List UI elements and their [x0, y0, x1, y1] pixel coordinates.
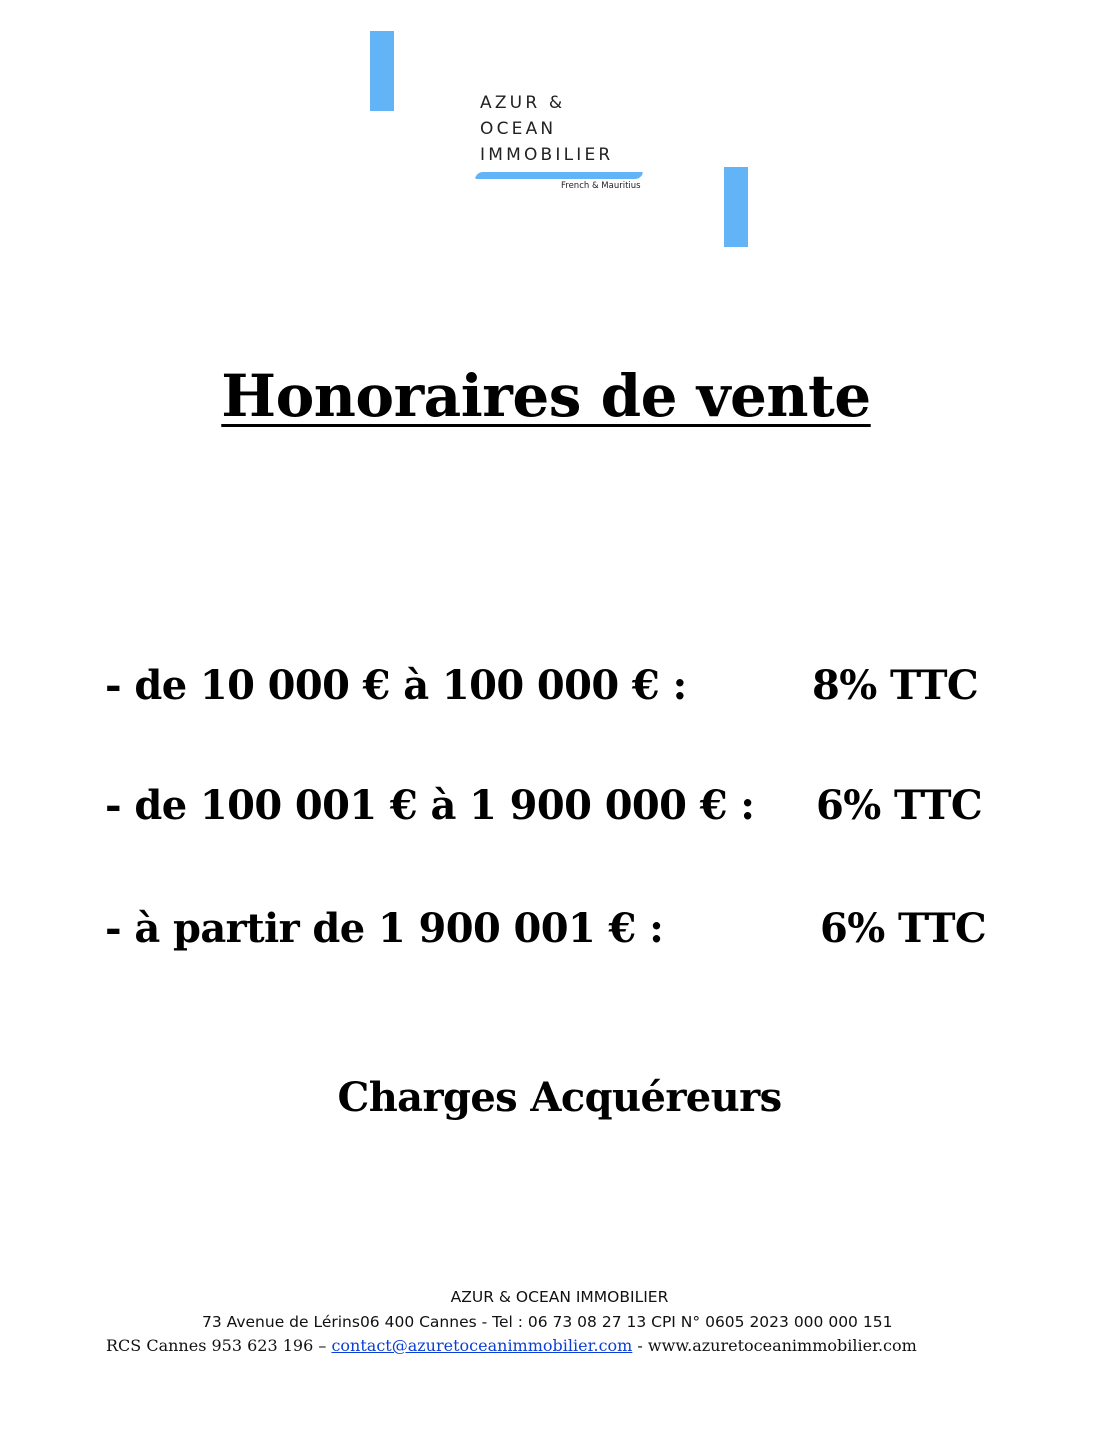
- decorative-blue-bar-left: [370, 31, 394, 111]
- logo-swoosh: [475, 172, 644, 179]
- fee-rate: 6% TTC: [816, 782, 983, 829]
- footer-email-link[interactable]: contact@azuretoceanimmobilier.com: [331, 1336, 633, 1355]
- footer-rcs: RCS Cannes 953 623 196 –: [106, 1336, 332, 1355]
- footer-contact: [106, 1335, 917, 1357]
- fee-range: - à partir de 1 900 001 € :: [105, 905, 664, 952]
- footer-company: AZUR & OCEAN IMMOBILIER: [450, 1288, 669, 1306]
- footer-website: www.azuretoceanimmobilier.com: [647, 1336, 917, 1355]
- fee-range: - de 10 000 € à 100 000 € :: [105, 662, 687, 709]
- logo-line-1: AZUR &: [480, 93, 566, 113]
- footer-separator: -: [632, 1336, 648, 1355]
- footer-address: 73 Avenue de Lérins06 400 Cannes - Tel : 06 73 08 27 13 CPI N° 0605 2023 000 000 151: [202, 1313, 893, 1331]
- logo-line-3: IMMOBILIER: [480, 145, 614, 165]
- company-logo: [480, 90, 650, 191]
- fee-rate: 8% TTC: [812, 662, 979, 709]
- page-title: Honoraires de vente: [221, 362, 871, 430]
- fee-rate: 6% TTC: [820, 905, 987, 952]
- logo-tagline: French & Mauritius: [561, 181, 641, 191]
- charges-note: Charges Acquéreurs: [337, 1074, 782, 1121]
- fee-range: - de 100 001 € à 1 900 000 € :: [105, 782, 755, 829]
- logo-line-2: OCEAN: [480, 119, 557, 139]
- decorative-blue-bar-right: [724, 167, 748, 247]
